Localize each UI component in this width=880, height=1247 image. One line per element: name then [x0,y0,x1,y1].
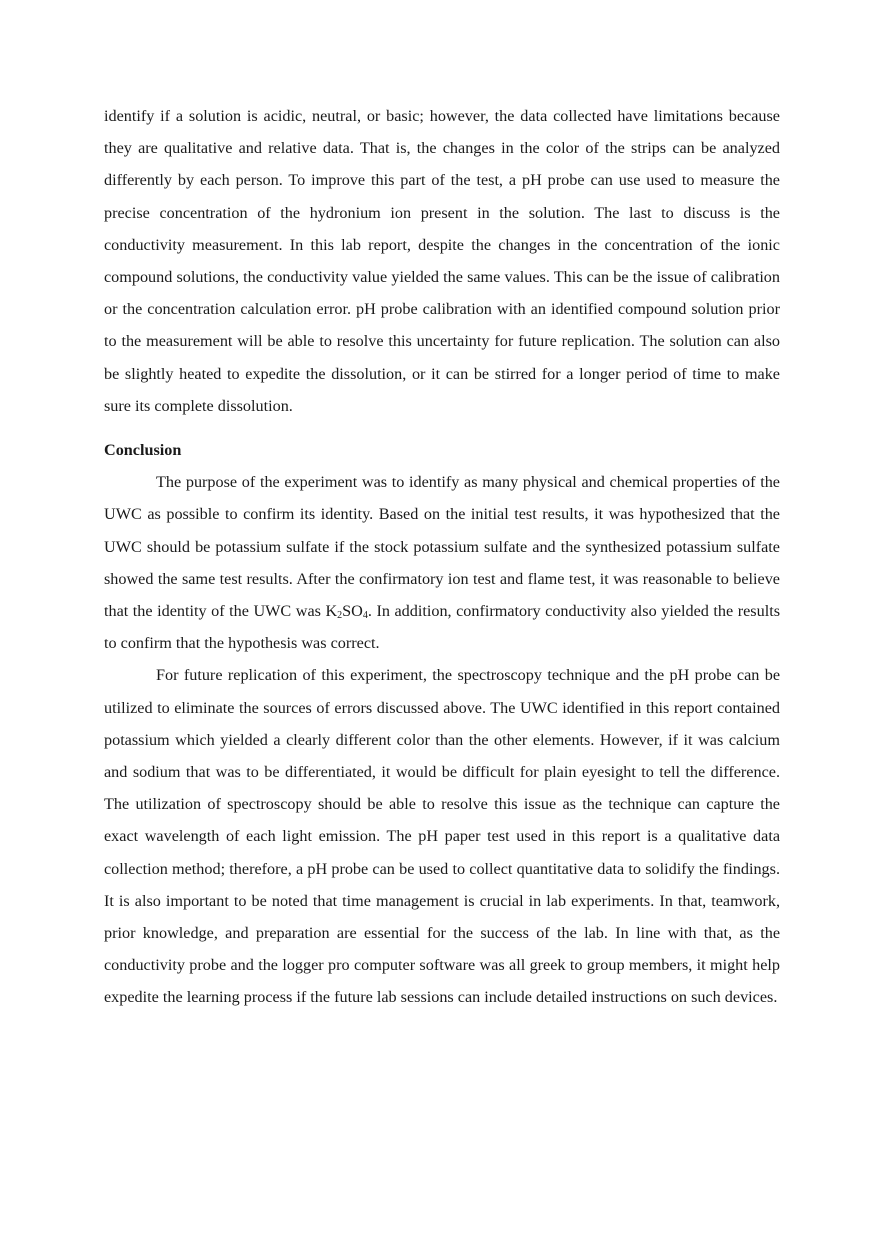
formula-subscript-4: 4 [362,610,368,622]
formula-so: SO [342,602,363,621]
conclusion-paragraph-1-text-b: . In addition, confirmatory conductivity also yielded the results to confirm that the hypothesis was correct. [104,602,780,653]
conclusion-heading: Conclusion [104,441,182,460]
conclusion-paragraph-1-text-a: The purpose of the experiment was to identify as many physical and chemical properties of the UWC as possible to confirm its identity. Based on the initial test results, it was hypothesized that the UWC should be potassium sulfate if the stock potassium sulfate and the synthesized potassium sulfate showed the same test results. After the confirmatory ion test and flame test, it was reasonable to believe that the identity of the UWC was K [104,473,780,621]
document-body [104,100,780,1014]
conclusion-paragraph-1 [104,466,780,659]
discussion-paragraph: identify if a solution is acidic, neutral, or basic; however, the data collected have limitations because they are qualitative and relative data. That is, the changes in the color of the strips can be analyzed differently by each person. To improve this part of the test, a pH probe can use used to measure the precise concentration of the hydronium ion present in the solution. The last to discuss is the conductivity measurement. In this lab report, despite the changes in the concentration of the ionic compound solutions, the conductivity value yielded the same values. This can be the issue of calibration or the concentration calculation error. pH probe calibration with an identified compound solution prior to the measurement will be able to resolve this uncertainty for future replication. The solution can also be slightly heated to expedite the dissolution, or it can be stirred for a longer period of time to make sure its complete dissolution. [104,107,780,415]
formula-subscript-2: 2 [337,610,343,622]
section-spacer [104,422,780,434]
conclusion-paragraph-2: For future replication of this experiment, the spectroscopy technique and the pH probe can be utilized to eliminate the sources of errors discussed above. The UWC identified in this report contained potassium which yielded a clearly different color than the other elements. However, if it was calcium and sodium that was to be differentiated, it would be difficult for plain eyesight to tell the difference. The utilization of spectroscopy should be able to resolve this issue as the technique can capture the exact wavelength of each light emission. The pH paper test used in this report is a qualitative data collection method; therefore, a pH probe can be used to collect quantitative data to solidify the findings. It is also important to be noted that time management is crucial in lab experiments. In that, teamwork, prior knowledge, and preparation are essential for the success of the lab. In line with that, as the conductivity probe and the logger pro computer software was all greek to group members, it might help expedite the learning process if the future lab sessions can include detailed instructions on such devices. [104,666,780,1007]
